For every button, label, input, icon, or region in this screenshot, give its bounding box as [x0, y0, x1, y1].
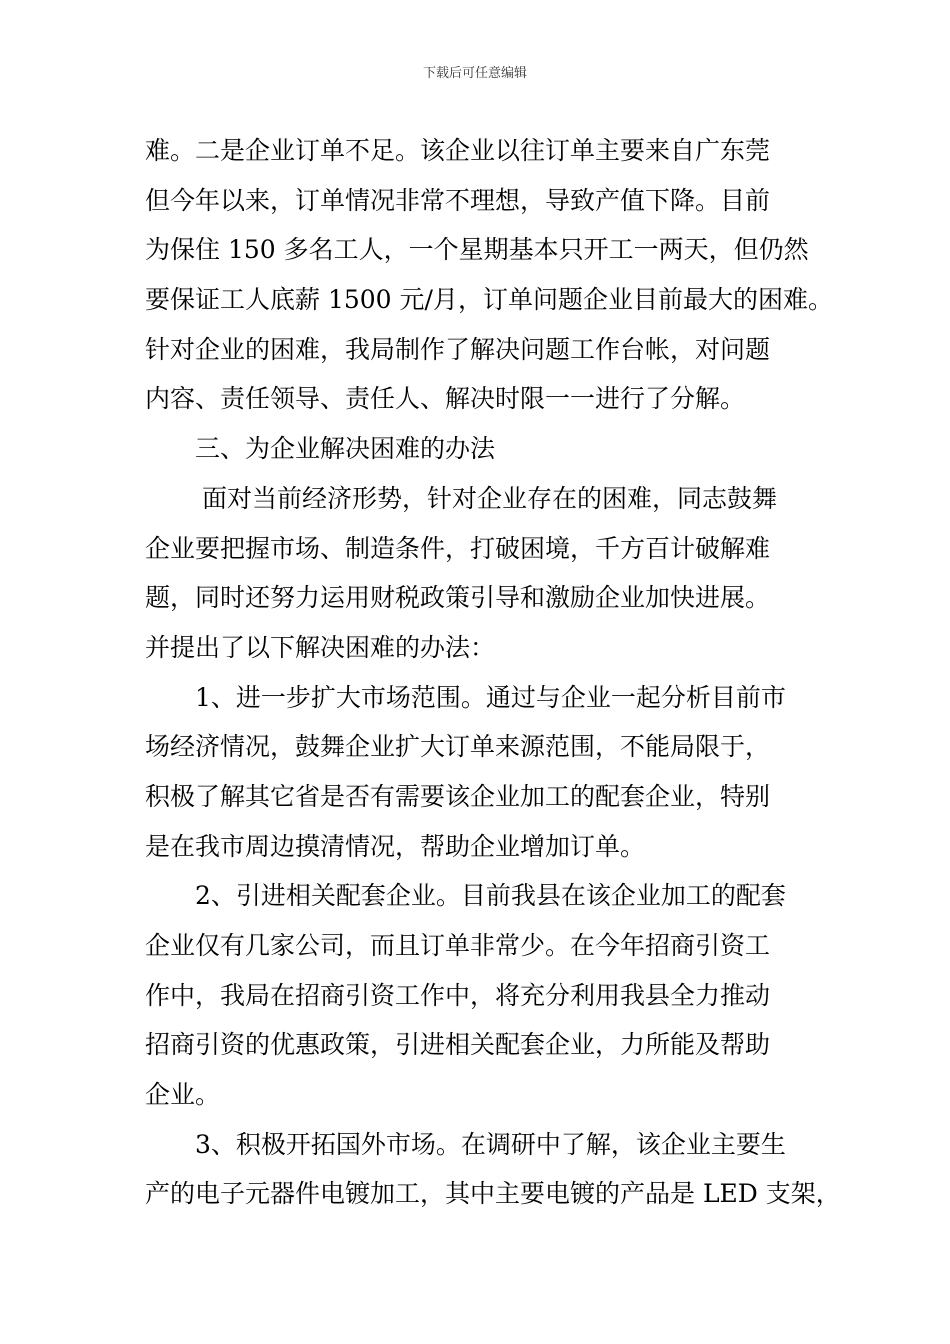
text-line: 场经济情况，鼓舞企业扩大订单来源范围，不能局限于，	[145, 732, 771, 762]
text-line: 企业要把握市场、制造条件，打破困境，千方百计破解难	[145, 533, 771, 563]
text-line: 并提出了以下解决困难的办法：	[145, 632, 496, 662]
text-line: 企业仅有几家公司，而且订单非常少。在今年招商引资工	[145, 931, 771, 960]
text-line: 产的电子元器件电镀加工，其中主要电镀的产品是 LED 支架，	[145, 1179, 841, 1209]
text-line: 要保证工人底薪 1500 元/月，订单问题企业目前最大的困难。	[145, 285, 833, 315]
text-line: 内容、责任领导、责任人、解决时限一一进行了分解。	[145, 384, 746, 414]
paragraph-first-line: 面对当前经济形势，针对企业存在的困难，同志鼓舞	[202, 483, 778, 513]
text-line: 积极了解其它省是否有需要该企业加工的配套企业，特别	[145, 781, 771, 811]
text-line: 难。二是企业订单不足。该企业以往订单主要来自广东莞	[145, 136, 771, 165]
text-line: 作中，我局在招商引资工作中，将充分利用我县全力推动	[145, 980, 771, 1010]
text-line: 企业。	[145, 1080, 221, 1110]
section-heading: 三、为企业解决困难的办法	[195, 434, 496, 464]
page-header: 下载后可任意编辑	[422, 66, 527, 81]
document-body	[145, 126, 841, 1219]
text-line: 为保住 150 多名工人，一个星期基本只开工一两天，但仍然	[145, 235, 809, 265]
text-line: 招商引资的优惠政策，引进相关配套企业，力所能及帮助	[145, 1030, 771, 1060]
text-line: 但今年以来，订单情况非常不理想，导致产值下降。目前	[145, 185, 771, 215]
text-line: 题，同时还努力运用财税政策引导和激励企业加快进展。	[145, 583, 771, 613]
text-line: 针对企业的困难，我局制作了解决问题工作台帐，对问题	[145, 334, 771, 364]
list-item-first-line: 1、进一步扩大市场范围。通过与企业一起分析目前市	[195, 682, 786, 712]
list-item-first-line: 2、引进相关配套企业。目前我县在该企业加工的配套	[195, 881, 786, 911]
list-item-first-line: 3、积极开拓国外市场。在调研中了解，该企业主要生	[195, 1129, 786, 1159]
text-line: 是在我市周边摸清情况，帮助企业增加订单。	[145, 831, 646, 861]
